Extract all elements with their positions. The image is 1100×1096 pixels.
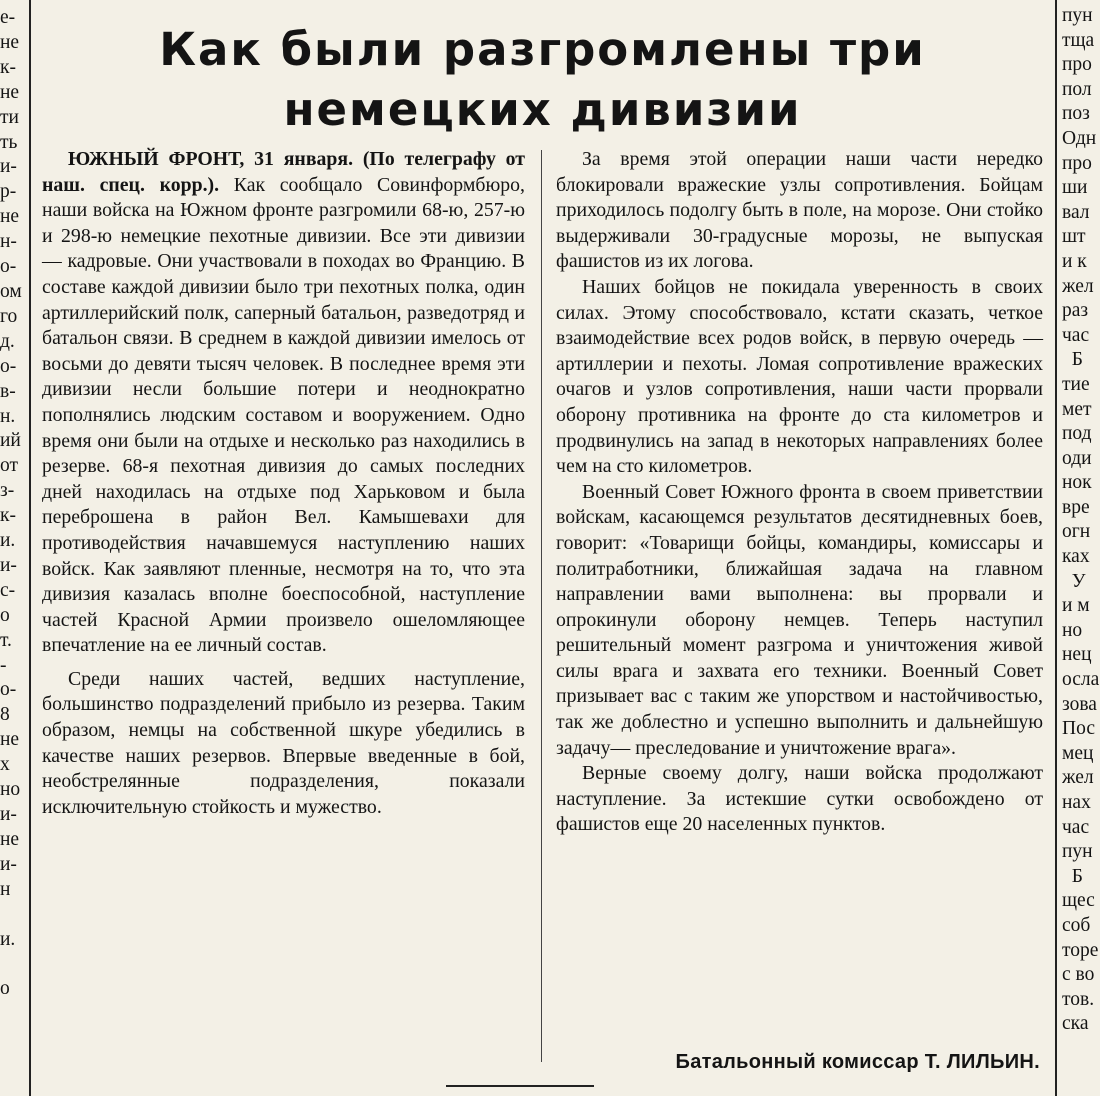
- article-paragraph-1: [42, 147, 525, 659]
- article-paragraph-3: За время этой операции наши части нередко блокировали вражеские узлы сопротивления. Бойцам приходилось подолгу быть в поле, на морозе. Они стойко выдерживали 30-градусные морозы, не выпуская фашистов из их логова.: [556, 148, 1043, 273]
- paragraph-text: Как сообщало Совинформбюро, наши войска на Южном фронте разгромили 68-ю, 257-ю и 298-ю немецкие пехотные дивизии. Все эти дивизии — кадровые. Они участвовали в походах во Францию. В составе каждой дивизии было три пехотных полка, один артиллерийский полк, саперный батальон, разведотряд и батальон связи. В среднем в каждой дивизии имелось от восьми до девяти тысяч человек. В последнее время эти дивизии несли большие потери и неоднократно пополнялись людским составом и вооружением. Одно время они были на отдыхе и несколько раз находились в резерве. 68-я пехотная дивизия до самых последних дней находилась на отдыхе под Харьковом и была переброшена в район Вел. Камышевахи для противодействия начавшемуся наступлению наших войск. Как заявляют пленные, несмотря на то, что эта дивизия казалась вполне боеспособной, наступление частей Красной Армии произвело ошеломляющее впечатление на ее личный состав.: [42, 173, 525, 657]
- column-divider: [541, 150, 542, 1062]
- article-headline: Как были разгромлены три немецких дивизии: [159, 23, 926, 136]
- article-column-left: [42, 147, 525, 820]
- article-paragraph-6: Верные своему долгу, наши войска продолжают наступление. За истекшие сутки освобождено от фашистов еще 20 населенных пунктов.: [556, 762, 1043, 836]
- neighbor-column-right-fragment: пун тща про пол поз Одн про ши вал шт и к жел раз час Б тие мет под оди нок вре огн ках У и м но нец осла зова Пос мец жел нах час пун Б щес соб торе с во тов. ска: [1062, 5, 1100, 1035]
- article-paragraph-5: Военный Совет Южного фронта в своем приветствии войскам, касающемся результатов десятидневных боев, говорит: «Товарищи бойцы, командиры, комиссары и политработники, ближайшая задача на главном направлении вами выполнена: вы прорвали и опрокинули оборону немцев. Теперь наступил решительный момент разгрома и уничтожения живой силы врага и захвата его техники. Военный Совет призывает вас с таким же упорством и настойчивостью, так же доблестно и успешно выполнить и дальнейшую задачу— преследование и уничтожение врага».: [556, 480, 1043, 759]
- article-paragraph-2: Среди наших частей, ведших наступление, большинство подразделений прибыло из резерва. Таким образом, немцы на собственной шкуре убедились в качестве наших резервов. Впервые введенные в бой, необстрелянные подразделения, показали исключительную стойкость и мужество.: [42, 667, 525, 818]
- column-rule-right: [1055, 0, 1057, 1096]
- neighbor-column-left-fragment: е- не к- не ти ть и- р- не н- о- ом го д. о- в- н. ий от з- к- и. и- с- о т. - о- 8 не х но и- не и- н и. о: [0, 7, 22, 1000]
- column-rule-left: [29, 0, 31, 1096]
- article-column-right: [556, 147, 1043, 838]
- article-signature: Батальонный комиссар Т. ЛИЛЬИН.: [675, 1051, 1040, 1073]
- article-paragraph-4: Наших бойцов не покидала уверенность в своих силах. Этому способствовало, кстати сказать, четкое взаимодействие всех родов войск, в первую очередь — артиллерии и пехоты. Ломая сопротивление вражеских очагов и узлов сопротивления, наши части прорвали оборону противника на фронте до ста километров и продвинулись на запад в некоторых направлениях более чем на сто километров.: [556, 275, 1043, 478]
- article-end-rule: [446, 1085, 594, 1087]
- article-dateline: ЮЖНЫЙ ФРОНТ, 31 января. (По телеграфу от наш. спец. корр.).: [42, 148, 525, 196]
